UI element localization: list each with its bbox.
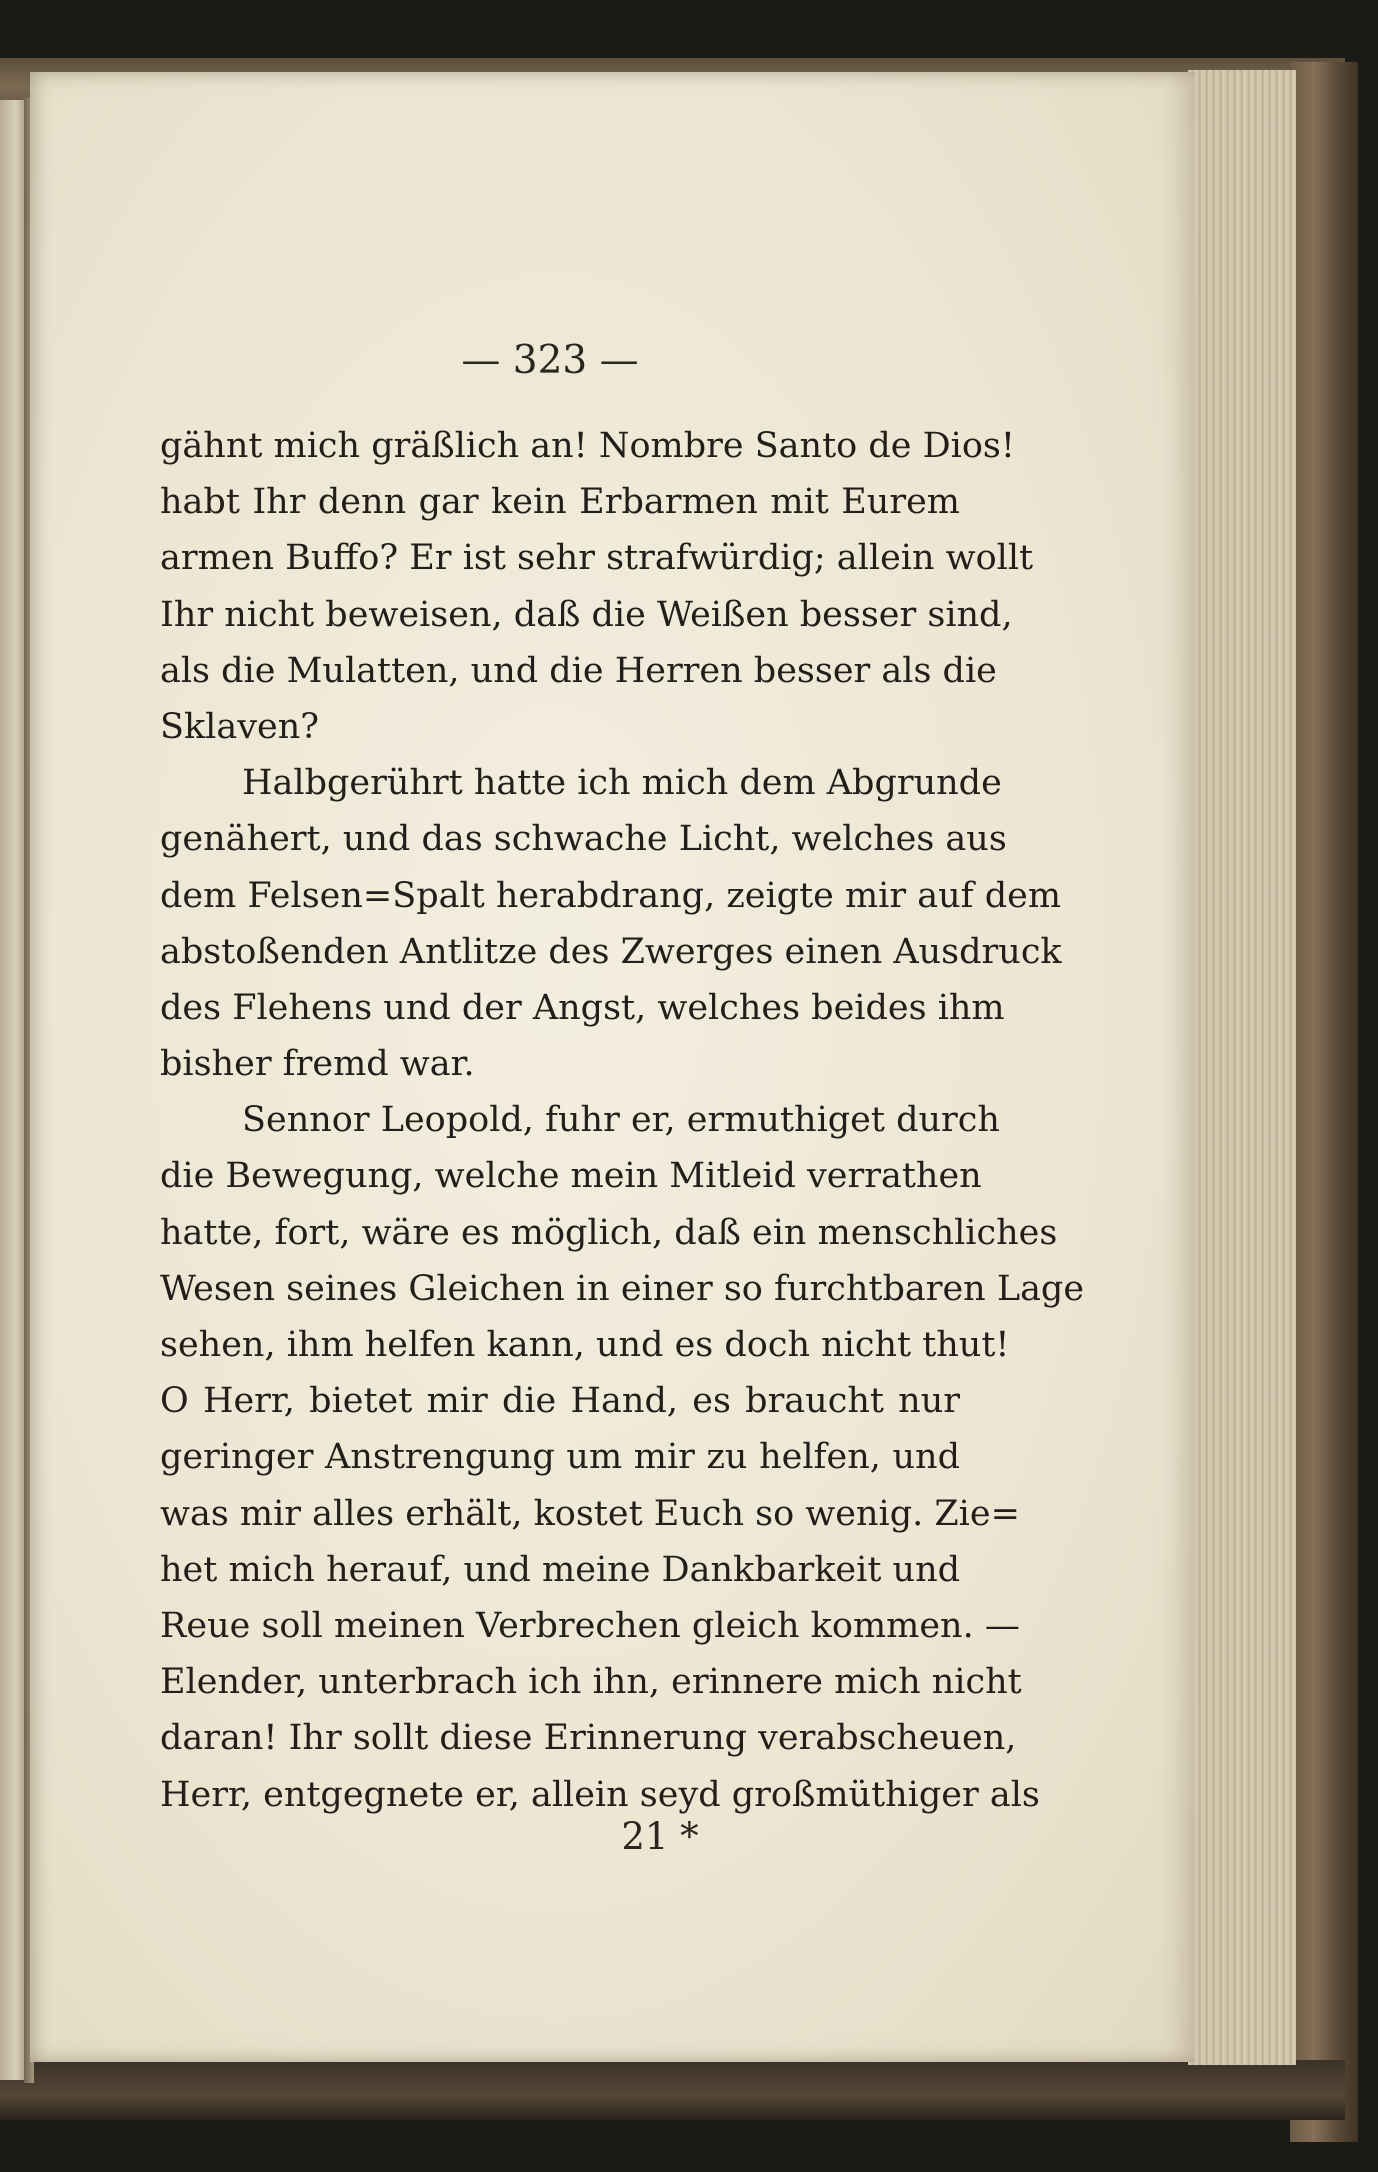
text-line: daran! Ihr sollt diese Erinnerung verabscheuen, [160, 1718, 1017, 1759]
text-line: Elender, unterbrach ich ihn, erinnere mich nicht [160, 1662, 1022, 1703]
page-number-header: — 323 — [461, 338, 639, 383]
text-line: Herr, entgegnete er, allein seyd großmüthiger als [160, 1774, 1040, 1815]
facing-page-edge [0, 100, 26, 2080]
text-line: gähnt mich gräßlich an! Nombre Santo de Dios! [160, 426, 1015, 466]
text-line: dem Felsen=Spalt herabdrang, zeigte mir auf dem [160, 875, 1062, 916]
text-line: sehen, ihm helfen kann, und es doch nicht thut! [160, 1325, 1010, 1365]
text-line: armen Buffo? Er ist sehr strafwürdig; allein wollt [160, 538, 1034, 579]
text-line: Halbgerührt hatte ich mich dem Abgrunde [242, 763, 1002, 804]
text-line: het mich herauf, und meine Dankbarkeit und [160, 1549, 961, 1590]
body-text [160, 418, 1085, 1823]
text-line: Sennor Leopold, fuhr er, ermuthiget durch [242, 1100, 1000, 1141]
text-line: als die Mulatten, und die Herren besser als die [160, 650, 997, 691]
text-line: hatte, fort, wäre es möglich, daß ein menschliches [160, 1212, 1058, 1253]
text-line: Reue soll meinen Verbrechen gleich kommen. — [160, 1605, 1020, 1646]
text-line: Wesen seines Gleichen in einer so furchtbaren Lage [160, 1268, 1085, 1309]
text-line: bisher fremd war. [160, 1044, 475, 1085]
page-edges [1188, 70, 1296, 2065]
text-line: genähert, und das schwache Licht, welches aus [160, 819, 1007, 860]
signature-mark: 21 * [621, 1815, 699, 1858]
text-line: Ihr nicht beweisen, daß die Weißen besser sind, [160, 594, 1013, 635]
text-line: O Herr, bietet mir die Hand, es braucht nur [160, 1381, 960, 1422]
text-line: die Bewegung, welche mein Mitleid verrathen [160, 1156, 982, 1197]
text-line: geringer Anstrengung um mir zu helfen, und [160, 1437, 960, 1478]
cover-board-right [1290, 62, 1358, 2142]
text-line: abstoßenden Antlitze des Zwerges einen Ausdruck [160, 931, 1062, 972]
text-line: was mir alles erhält, kostet Euch so wenig. Zie= [160, 1493, 1020, 1534]
text-line: des Flehens und der Angst, welches beides ihm [160, 987, 1005, 1028]
text-line: habt Ihr denn gar kein Erbarmen mit Eurem [160, 482, 960, 523]
text-line: Sklaven? [160, 706, 320, 747]
cover-board-bottom [0, 2060, 1345, 2120]
